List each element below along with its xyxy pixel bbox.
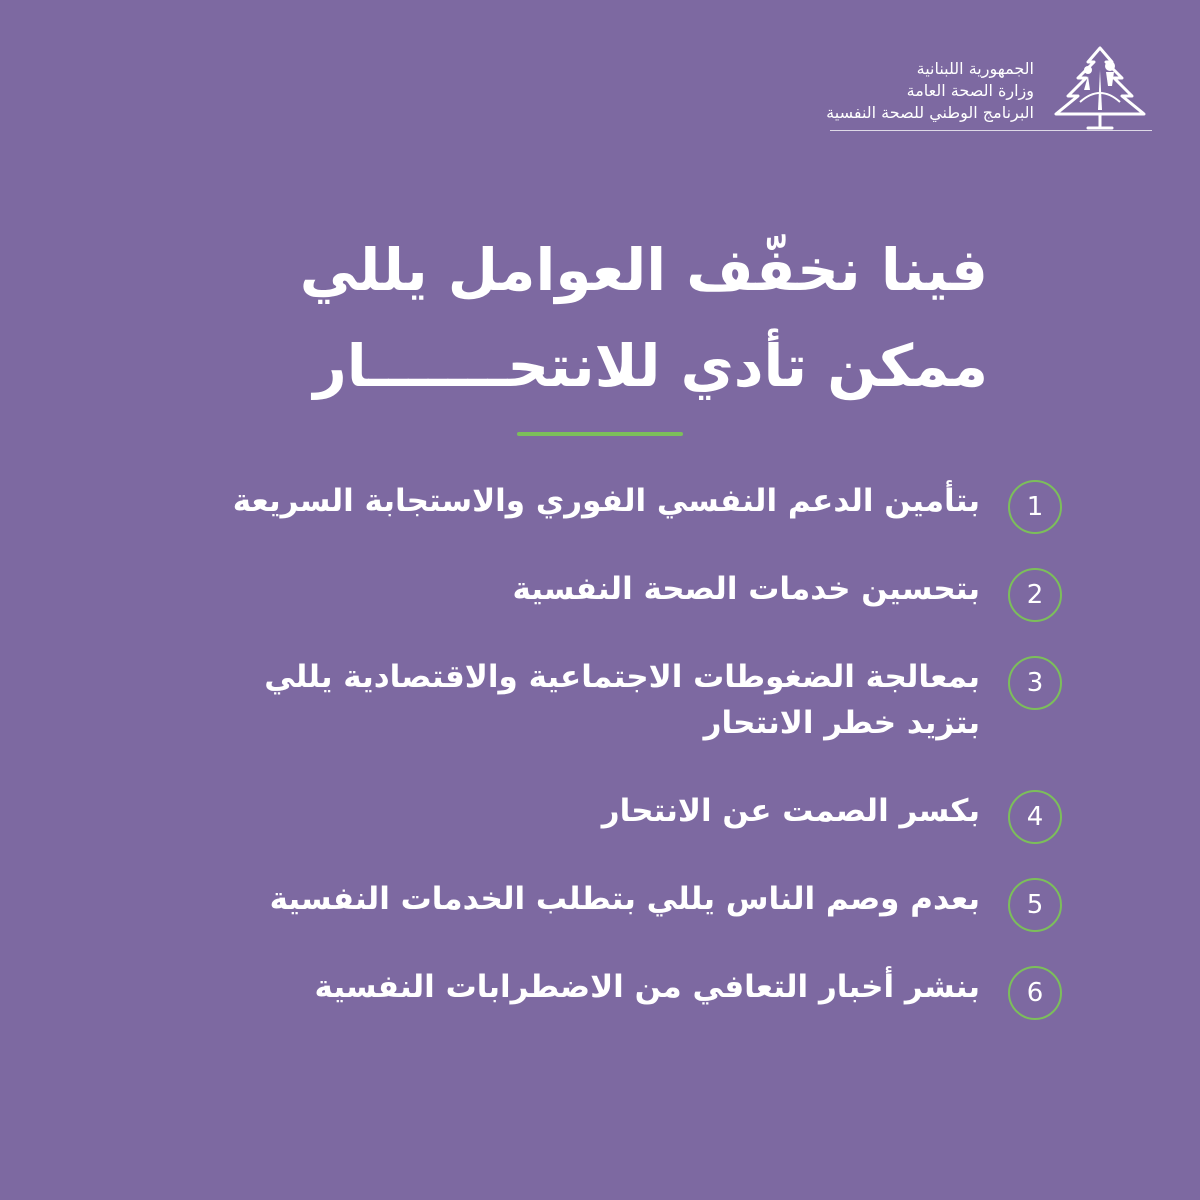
item-number-badge: 6 bbox=[1008, 966, 1062, 1020]
item-text bbox=[162, 964, 980, 1010]
list-item-5 bbox=[162, 876, 1062, 922]
title-line-1: فينا نخفّف العوامل يللي bbox=[299, 236, 988, 304]
title-line-2: ممكن تأدي للانتحـــــــار bbox=[313, 332, 988, 400]
factors-list bbox=[162, 478, 1062, 1010]
ministry-name: وزارة الصحة العامة bbox=[906, 81, 1034, 100]
list-item-6 bbox=[162, 964, 1062, 1010]
list-item-2 bbox=[162, 566, 1062, 612]
item-text bbox=[162, 654, 980, 746]
list-item-1 bbox=[162, 478, 1062, 524]
program-name: البرنامج الوطني للصحة النفسية bbox=[826, 103, 1034, 122]
page-title bbox=[208, 222, 988, 414]
item-number-badge: 2 bbox=[1008, 568, 1062, 622]
item-number-badge: 5 bbox=[1008, 878, 1062, 932]
organization-name bbox=[826, 58, 1034, 124]
republic-name: الجمهورية اللبنانية bbox=[916, 59, 1034, 78]
item-text-line: بمعالجة الضغوطات الاجتماعية والاقتصادية يللي bbox=[264, 659, 980, 695]
item-number-badge: 1 bbox=[1008, 480, 1062, 534]
item-text-line: بتزيد خطر الانتحار bbox=[703, 705, 980, 741]
item-text-line: بتحسين خدمات الصحة النفسية bbox=[512, 571, 980, 607]
item-text bbox=[162, 876, 980, 922]
item-text-line: بتأمين الدعم النفسي الفوري والاستجابة السريعة bbox=[232, 483, 980, 519]
list-item-4 bbox=[162, 788, 1062, 834]
accent-divider bbox=[517, 432, 683, 436]
item-text-line: بنشر أخبار التعافي من الاضطرابات النفسية bbox=[314, 969, 980, 1005]
header-divider bbox=[830, 130, 1152, 131]
item-text-line: بعدم وصم الناس يللي بتطلب الخدمات النفسية bbox=[269, 881, 980, 917]
header bbox=[826, 40, 1152, 132]
item-number-badge: 3 bbox=[1008, 656, 1062, 710]
item-text-line: بكسر الصمت عن الانتحار bbox=[601, 793, 980, 829]
item-text bbox=[162, 478, 980, 524]
lebanese-cedar-logo-icon bbox=[1048, 40, 1152, 132]
item-text bbox=[162, 788, 980, 834]
item-text bbox=[162, 566, 980, 612]
list-item-3 bbox=[162, 654, 1062, 746]
item-number-badge: 4 bbox=[1008, 790, 1062, 844]
